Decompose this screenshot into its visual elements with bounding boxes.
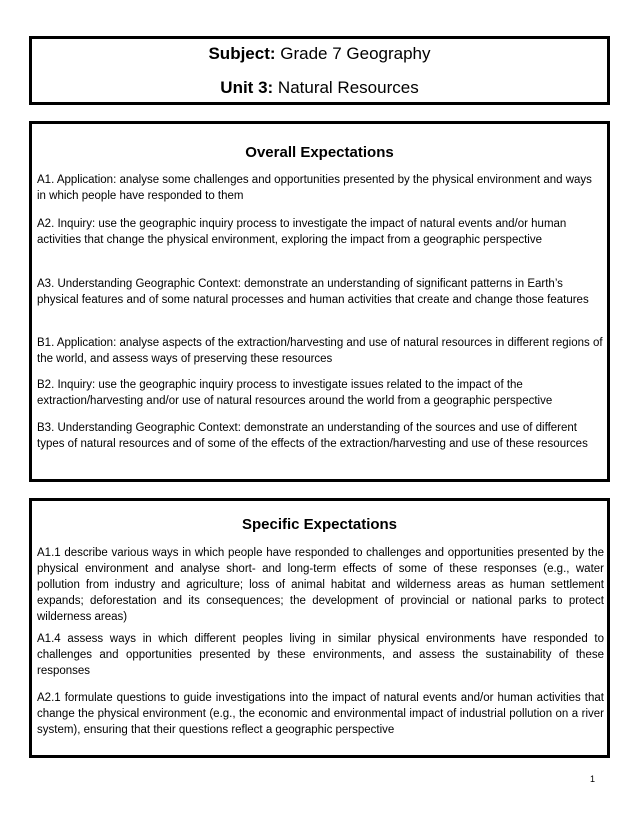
unit-line <box>32 78 607 98</box>
unit-value: Natural Resources <box>273 78 419 97</box>
overall-expectation-a1: A1. Application: analyse some challenges and opportunities presented by the physical environment and ways in which people have responded to them <box>37 174 592 202</box>
overall-expectations-title: Overall Expectations <box>245 144 394 161</box>
header-box <box>29 36 610 105</box>
overall-expectation-b1: B1. Application: analyse aspects of the extraction/harvesting and use of natural resources in different regions of the world, and assess ways of preserving these resources <box>37 337 603 365</box>
subject-value: Grade 7 Geography <box>275 44 431 63</box>
overall-expectation-a2: A2. Inquiry: use the geographic inquiry process to investigate the impact of natural events and/or human activities that change the physical environment, exploring the impact from a geographic perspective <box>37 218 567 246</box>
overall-expectation-b2: B2. Inquiry: use the geographic inquiry process to investigate issues related to the impact of the extraction/harvesting and/or use of natural resources around the world from a geographic perspective <box>37 379 553 407</box>
specific-expectation-a1-4: A1.4 assess ways in which different peoples living in similar physical environments have responded to challenges and opportunities presented by these environments, and assess the sustainability of these responses <box>37 633 604 677</box>
overall-expectation-a3: A3. Understanding Geographic Context: demonstrate an understanding of significant patterns in Earth’s physical features and of some natural processes and human activities that create and change those features <box>37 278 589 306</box>
specific-expectations-title: Specific Expectations <box>241 516 398 533</box>
unit-label: Unit 3: <box>220 78 274 97</box>
overall-expectations-box <box>29 121 610 482</box>
specific-expectation-a1-1: A1.1 describe various ways in which people have responded to challenges and opportunities presented by the physical environment and analyse short- and long-term effects of some of these responses (e.g., water pollution from industry and agriculture; loss of animal habitat and wilderness areas as human settlement expands; deforestation and its consequences; the development of provincial or national parks to protect wilderness areas) <box>37 547 604 623</box>
specific-expectation-a2-1: A2.1 formulate questions to guide investigations into the impact of natural events and/or human activities that change the physical environment (e.g., the economic and environmental impact of industrial pollution on a river system), ensuring that their questions reflect a geographic perspective <box>37 692 604 736</box>
overall-expectation-b3: B3. Understanding Geographic Context: demonstrate an understanding of the sources and use of different types of natural resources and of some of the effects of the extraction/harvesting and use of these resources <box>37 422 588 450</box>
subject-label: Subject: <box>208 44 276 63</box>
specific-expectations-box <box>29 498 610 758</box>
subject-line <box>32 44 607 64</box>
page-number: 1 <box>590 774 596 784</box>
